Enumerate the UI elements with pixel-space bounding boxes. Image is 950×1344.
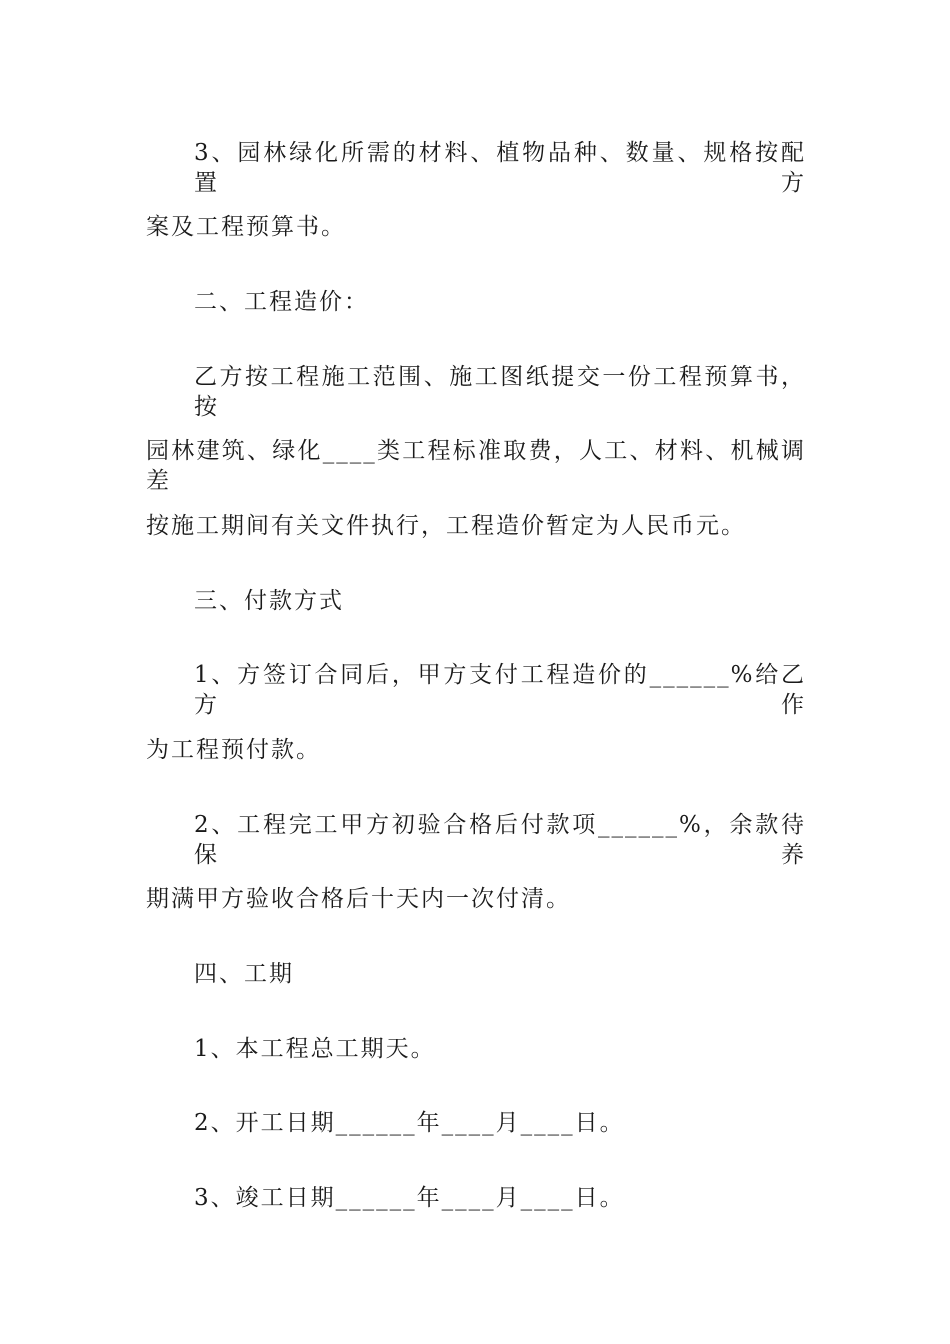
text-line-13: 1、本工程总工期天。 [194, 1036, 436, 1062]
text-line-8: 1、方签订合同后，甲方支付工程造价的______%给乙方作 [194, 662, 806, 718]
text-line-11: 期满甲方验收合格后十天内一次付清。 [146, 886, 571, 912]
text-line-15: 3、竣工日期______年____月____日。 [194, 1185, 625, 1211]
text-line-4: 乙方按工程施工范围、施工图纸提交一份工程预算书，按 [194, 364, 806, 420]
section-heading-cost: 二、工程造价： [194, 289, 369, 315]
text-line-9: 为工程预付款。 [146, 737, 321, 763]
text-line-10: 2、工程完工甲方初验合格后付款项______%，余款待保养 [194, 812, 806, 868]
text-line-6: 按施工期间有关文件执行，工程造价暂定为人民币元。 [146, 513, 746, 539]
text-line-5: 园林建筑、绿化____类工程标准取费，人工、材料、机械调差 [146, 438, 806, 494]
text-line-14: 2、开工日期______年____月____日。 [194, 1110, 625, 1136]
text-line-1: 3、园林绿化所需的材料、植物品种、数量、规格按配置方 [194, 140, 806, 196]
section-heading-schedule: 四、工期 [194, 961, 294, 987]
section-heading-payment: 三、付款方式 [194, 588, 344, 614]
text-line-2: 案及工程预算书。 [146, 214, 346, 240]
